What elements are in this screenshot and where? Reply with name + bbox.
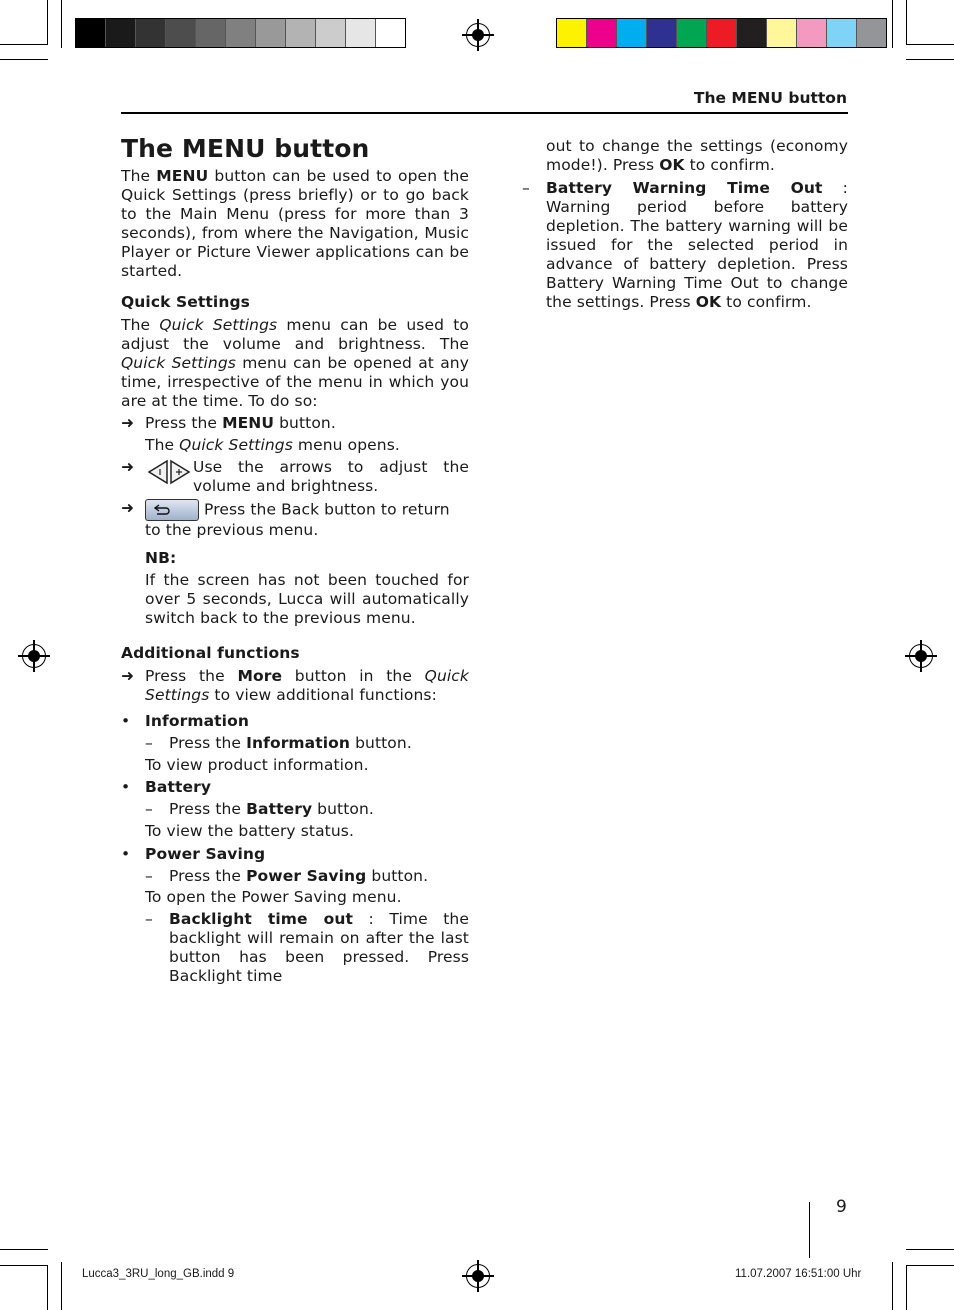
text: The [121,167,157,185]
text-bold: Battery [246,800,313,818]
quick-settings-paragraph [121,316,469,411]
sub-item [522,179,848,312]
text: Use the arrows to adjust the volume and brightness. [193,458,469,495]
sub-item [121,800,469,819]
text-bold: Battery Warning Time Out [546,179,823,197]
instruction-step [121,667,469,705]
sub-item [121,910,469,986]
text: The [121,316,160,334]
footer-filename: Lucca3_3RU_long_GB.indd 9 [82,1268,235,1280]
text: : Warning period before battery depletion. The battery warning will be issued for the selected period in advance of battery depletion. Press Battery Warning Time Out to change the settings. Press [546,179,848,311]
color-swatch [797,19,827,47]
registration-mark-icon [909,644,933,668]
text-italic: Quick Settings [145,667,469,704]
text-bold: Backlight time out [169,910,354,928]
item-description: To open the Power Saving menu. [145,888,402,906]
crop-mark [892,1262,893,1310]
bullet-icon: • [121,778,131,796]
left-column [121,134,469,986]
color-swatch [106,19,136,47]
color-swatch [557,19,587,47]
instruction-step [121,414,469,433]
intro-paragraph [121,167,469,281]
arrow-bullet-icon: ➜ [121,414,135,432]
dash-icon: – [145,734,153,752]
color-swatch [136,19,166,47]
text: button. [312,800,374,818]
footer-datetime: 11.07.2007 16:51:00 Uhr [735,1268,862,1280]
page-title: The MENU button [121,134,370,163]
text: menu can be opened at any time, irrespective of the menu in which you are at the time. To do so: [121,354,470,410]
crop-mark [47,0,48,44]
crop-mark [0,59,48,60]
text-bold: OK [695,293,722,311]
crop-mark [61,0,62,48]
left-right-arrows-icon [145,458,193,486]
crop-mark [892,0,893,48]
crop-mark [0,1249,48,1250]
note-block [121,549,469,628]
dash-icon: – [145,800,153,818]
note-text: If the screen has not been touched for over 5 seconds, Lucca will automatically switch back to the previous menu. [145,571,469,627]
color-swatch [226,19,256,47]
right-column [522,137,848,312]
item-description: To view the battery status. [145,822,354,840]
list-item [121,712,469,731]
crop-mark [906,44,954,45]
color-swatch [166,19,196,47]
text-bold: Power Saving [246,867,367,885]
sub-item [121,734,469,753]
color-swatch [286,19,316,47]
bullet-icon: • [121,712,131,730]
text: menu opens. [292,436,400,454]
color-swatch [737,19,767,47]
list-item-title: Battery [145,778,212,796]
crop-mark [906,1249,954,1250]
text: button. [366,867,429,885]
text: button. [274,414,336,432]
color-swatch [256,19,286,47]
bullet-icon: • [121,845,131,863]
sub-item [121,867,469,886]
color-swatch [827,19,857,47]
arrow-bullet-icon: ➜ [121,458,135,476]
crop-mark [906,1266,907,1310]
registration-mark-icon [22,644,46,668]
text-bold: More [237,667,283,685]
list-item [121,778,469,797]
dash-icon: – [145,910,153,928]
color-swatch [767,19,797,47]
crop-mark [906,1265,954,1266]
color-swatch [76,19,106,47]
text: button. [350,734,412,752]
text: button in the [282,667,425,685]
crop-mark [47,1266,48,1310]
step-result [121,436,469,455]
color-swatch [196,19,226,47]
text: Press the [145,667,238,685]
list-item-title: Information [145,712,249,730]
back-button-icon [145,499,199,521]
instruction-step [121,499,469,540]
process-color-bar [556,18,887,48]
note-label: NB: [145,549,177,567]
arrow-bullet-icon: ➜ [121,667,135,685]
text: button can be used to open the Quick Settings (press briefly) or to go back to the Main Menu (press for more than 3 seconds), from where the Navigation, Music Player or Picture Viewer applications can be started. [121,167,469,280]
dash-icon: – [522,179,530,197]
section-heading-additional-functions: Additional functions [121,644,300,662]
list-item-title: Power Saving [145,845,266,863]
text: to confirm. [684,156,775,174]
text: The [145,436,180,454]
text: to confirm. [721,293,812,311]
text: Press the [169,734,247,752]
gray-color-bar [75,18,406,48]
section-heading-quick-settings: Quick Settings [121,293,250,311]
dash-icon: – [145,867,153,885]
text: : Time the backlight will remain on after the last button has been pressed. Press Backlight time [169,910,469,985]
crop-mark [906,0,907,44]
page-number-rule [809,1202,810,1258]
text: Press the [169,800,247,818]
color-swatch [707,19,737,47]
arrow-bullet-icon: ➜ [121,499,135,517]
text: Press the [169,867,247,885]
color-swatch [677,19,707,47]
text-italic: Quick Settings [159,316,278,334]
text-bold: MENU [156,167,209,185]
text: to view additional functions: [209,686,437,704]
text: menu can be used to adjust the volume and brightness. The [121,316,469,353]
text-italic: Quick Settings [179,436,293,454]
text: Press the [145,414,223,432]
color-swatch [346,19,376,47]
crop-mark [906,59,954,60]
registration-mark-icon [466,1264,490,1288]
color-swatch [857,19,886,47]
text: Press the Back button to return to the previous menu. [145,500,450,539]
text-bold: OK [659,156,685,174]
color-swatch [587,19,617,47]
item-description: To view product information. [145,756,369,774]
header-rule [121,112,848,114]
instruction-step [121,458,469,496]
running-header: The MENU button [693,89,847,107]
color-swatch [376,19,405,47]
text-bold: Information [246,734,351,752]
continued-paragraph [522,137,848,175]
text-bold: MENU [222,414,275,432]
crop-mark [0,44,48,45]
color-swatch [617,19,647,47]
color-swatch [316,19,346,47]
text-italic: Quick Settings [121,354,236,372]
crop-mark [61,1262,62,1310]
crop-mark [0,1265,48,1266]
color-swatch [647,19,677,47]
list-item [121,845,469,864]
registration-mark-icon [466,23,490,47]
text: out to change the settings (economy mode!). Press [546,137,848,174]
page-number: 9 [836,1197,847,1217]
